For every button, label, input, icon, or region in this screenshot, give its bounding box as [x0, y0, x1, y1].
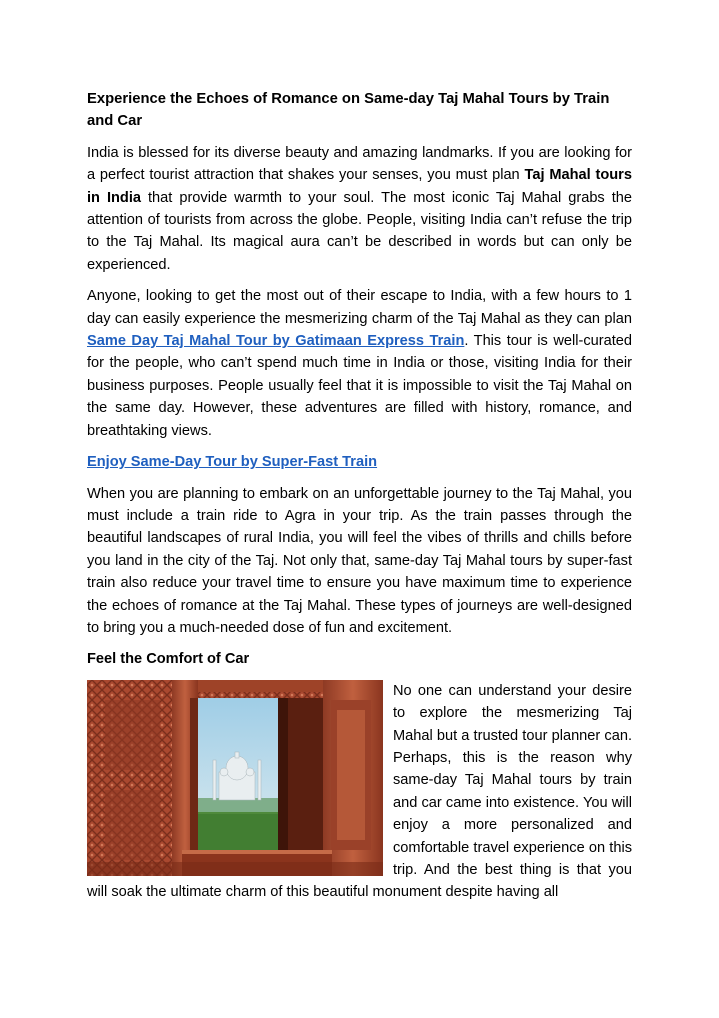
car-heading: Feel the Comfort of Car — [87, 651, 250, 668]
car-paragraph: No one can understand your desire to explore the mesmerizing Taj Mahal but a trusted tour planner can. Perhaps, this is the reason why same-day Taj Mahal tours by train and car came into existence. You will enjoy a more personalized and comfortable travel experience on this trip. And the best thing is that you will soak the ultimate charm of this beautiful monument despite having all — [87, 682, 632, 901]
intro-text-end: that provide warmth to your soul. The most iconic Taj Mahal grabs the attention of tourists from across the globe. People, visiting India can’t refuse the trip to the Taj Mahal. Its magical aura can’t be described in words but can only be experienced. — [87, 189, 632, 273]
gatimaan-tour-link[interactable]: Same Day Taj Mahal Tour by Gatimaan Express Train — [87, 333, 465, 350]
train-heading-link[interactable]: Enjoy Same-Day Tour by Super-Fast Train — [87, 454, 378, 471]
document-body — [87, 88, 632, 904]
intro-bold-phrase: Taj Mahal tours in India — [87, 167, 632, 206]
gatimaan-text-start: Anyone, looking to get the most out of their escape to India, with a few hours to 1 day can easily experience the mesmerizing charm of the Taj Mahal as they can plan — [87, 288, 632, 327]
taj-mahal-through-window-image — [87, 680, 383, 876]
gatimaan-paragraph — [87, 285, 632, 442]
train-paragraph: When you are planning to embark on an unforgettable journey to the Taj Mahal, you must include a train ride to Agra in your trip. As the train passes through the beautiful landscapes of rural India, you will feel the vibes of thrills and chills before you land in the city of the Taj. Not only that, same-day Taj Mahal tours by super-fast train also reduce your travel time to ensure you have maximum time to experience the echoes of romance at the Taj Mahal. These types of journeys are well-designed to bring you a much-needed dose of fun and excitement. — [87, 485, 632, 636]
intro-paragraph — [87, 142, 632, 276]
train-heading — [87, 451, 632, 473]
intro-text-start: India is blessed for its diverse beauty and amazing landmarks. If you are looking for a perfect tourist attraction that shakes your senses, you must plan — [87, 144, 632, 184]
gatimaan-text-end: . This tour is well-curated for the people, who can’t spend much time in India or those, visiting India for their business purposes. People usually feel that it is impossible to visit the Taj Mahal on the same day. However, these adventures are filled with history, romance, and breathtaking views. — [87, 333, 632, 439]
document-title: Experience the Echoes of Romance on Same-day Taj Mahal Tours by Train and Car — [87, 91, 610, 130]
